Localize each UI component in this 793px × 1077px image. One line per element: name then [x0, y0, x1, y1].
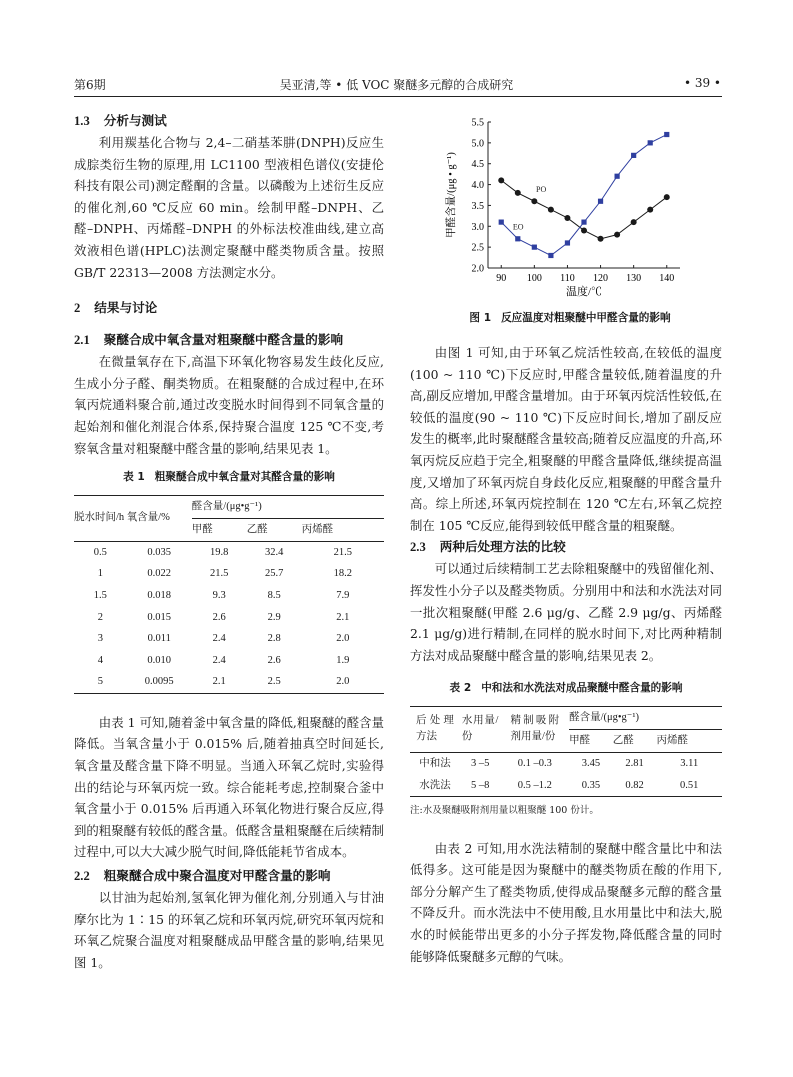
table-2 [410, 706, 722, 797]
header-rule [74, 96, 722, 97]
section-number: 2.2 [74, 869, 90, 884]
table-cell: 2.6 [212, 611, 226, 623]
data-point [647, 207, 653, 213]
series-label: EO [512, 222, 524, 232]
section-2-1-body: 在微量氧存在下,高温下环氧化物容易发生歧化反应,生成小分子醛、酮类物质。在粗聚醚的合成过程中,在环氧丙烷通料聚合前,通过改变脱水时间得到不同氧含量的起始剂和催化剂混合体系,保持聚合温度 125 ℃不变,考察氧含量对粗聚醚中醛含量的影响,结果见表 1。 [74, 354, 384, 456]
col-header-adsorbent: 精制吸附剂用量/份 [500, 706, 569, 752]
table-cell: 0.5 –1.2 [517, 779, 552, 791]
col-header-acrolein: 丙烯醛 [301, 523, 334, 535]
section-number: 1.3 [74, 114, 90, 128]
table-cell: 1.5 [93, 589, 107, 601]
series-line-eo [501, 135, 667, 256]
col-header-formaldehyde: 甲醛 [191, 523, 213, 535]
section-1-3-heading [74, 110, 384, 132]
x-axis-label: 温度/℃ [565, 286, 603, 298]
data-point [499, 220, 504, 225]
series-po [498, 177, 670, 241]
table-cell: 2.0 [336, 676, 350, 688]
x-tick-label: 110 [560, 273, 575, 284]
data-point [664, 194, 670, 200]
table-cell: 4 [97, 654, 103, 666]
table-row [74, 563, 384, 585]
section-title: 聚醚合成中氧含量对粗聚醚中醛含量的影响 [103, 332, 344, 348]
data-point [565, 240, 570, 245]
table-cell: 2.4 [212, 654, 226, 666]
table-row [410, 775, 722, 797]
section-title: 粗聚醚合成中聚合温度对甲醛含量的影响 [103, 868, 331, 884]
table-cell: 0.51 [680, 779, 699, 791]
table-row [74, 628, 384, 650]
running-title: 吴亚清,等 • 低 VOC 聚醚多元醇的合成研究 [279, 78, 514, 92]
table-cell: 3 –5 [470, 757, 490, 769]
table-cell: 2.5 [267, 676, 281, 688]
col-header-acetaldehyde: 乙醛 [612, 735, 634, 747]
section-title: 结果与讨论 [94, 300, 158, 316]
x-tick-label: 140 [659, 273, 675, 284]
table-cell: 0.35 [581, 779, 601, 791]
table-cell: 5 –8 [470, 779, 490, 791]
x-tick-label: 100 [526, 273, 542, 284]
table-2-caption [410, 678, 722, 700]
col-header-aldehyde-group: 醛含量/(μg•g⁻¹) [192, 495, 384, 518]
section-2-2-heading [74, 865, 384, 887]
table-cell: 0.035 [147, 546, 172, 558]
table-row [74, 671, 384, 693]
table-cell: 中和法 [419, 757, 451, 769]
table-cell: 32.4 [264, 546, 284, 558]
figure-1-discussion: 由图 1 可知,由于环氧乙烷活性较高,在较低的温度(100 ~ 110 ℃)下反应时,甲醛含量较低,随着温度的升高,副反应增加,甲醛含量增加。由于环氧丙烷活性较低,在较低的温度(90 ~ 110 ℃)下反应时间长,增加了副反应发生的概率,此时聚醚醛含量较高;随着反应温度的升高,环氧丙烷反应趋于完全,粗聚醚的甲醛含量降低,继续提高温度,又增加了环氧丙烷自身歧化反应,粗聚醚的甲醛含量升高。综上所述,环氧丙烷控制在 120 ℃左右,环氧乙烷控制在 105 ℃反应,能得到较低甲醛含量的粗聚醚。 [410, 345, 722, 533]
chart-series [498, 132, 670, 258]
col-header-water: 水用量/份 [460, 706, 501, 752]
table-cell: 0.82 [625, 779, 644, 791]
table-row [74, 650, 384, 672]
figure-1-caption [420, 310, 720, 325]
table-cell: 7.9 [336, 589, 350, 601]
col-header-acetaldehyde: 乙醛 [246, 523, 268, 535]
col-header-oxygen: 氧含量/% [127, 495, 192, 541]
left-column [74, 110, 384, 973]
table-cell: 2.81 [625, 757, 644, 769]
data-point [532, 245, 537, 250]
table-cell: 3 [97, 633, 103, 645]
table-row [74, 607, 384, 629]
table-cell: 9.3 [212, 589, 226, 601]
x-tick-label: 130 [626, 273, 642, 284]
data-point [548, 253, 553, 258]
table-cell: 0.010 [147, 654, 172, 666]
table-cell: 2.0 [336, 633, 350, 645]
data-point [581, 220, 586, 225]
table-cell: 0.018 [147, 589, 172, 601]
issue-number: 第6期 [74, 78, 106, 92]
section-number: 2.3 [410, 540, 426, 555]
data-point [564, 215, 570, 221]
figure-label: 图 1 [469, 312, 492, 324]
y-tick-label: 3.5 [471, 200, 484, 212]
data-point [515, 236, 520, 241]
right-column [410, 342, 722, 967]
section-1-3-body: 利用羰基化合物与 2,4–二硝基苯肼(DNPH)反应生成腙类衍生物的原理,用 LC1100 型液相色谱仪(安捷伦科技有限公司)测定醛酮的含量。以磷酸为上述衍生反应的催化剂,60 ℃反应 60 min。绘制甲醛–DNPH、乙醛–DNPH、丙烯醛–DNPH 的外标法校准曲线,建立高效液相色谱(HPLC)法测定聚醚中醛类物质含量。按照 GB/T 22313—2008 方法测定水分。 [74, 135, 384, 280]
section-number: 2 [74, 301, 81, 316]
table-cell: 2.4 [212, 633, 226, 645]
y-tick-label: 4.5 [471, 159, 484, 171]
y-tick-label: 2.5 [471, 242, 484, 254]
table-cell: 8.5 [267, 589, 281, 601]
col-header-aldehyde-group: 醛含量/(μg•g⁻¹) [569, 706, 722, 729]
section-title: 分析与测试 [103, 113, 167, 128]
table-row [74, 541, 384, 563]
series-label: PO [536, 185, 547, 195]
table-cell: 25.7 [264, 568, 284, 580]
x-tick-label: 90 [496, 273, 507, 284]
section-2-3-body: 可以通过后续精制工艺去除粗聚醚中的残留催化剂、挥发性小分子以及醛类物质。分别用中和法和水洗法对同一批次粗聚醚(甲醛 2.6 μg/g、乙醛 2.9 μg/g、丙烯醛 2.1 μg/g)进行精制,在同样的脱水时间下,对比两种精制方法对成品聚醚中醛含量的影响,结果见表 2。 [410, 561, 722, 663]
table-cell: 2 [97, 611, 103, 623]
table-cell: 0.015 [147, 611, 172, 623]
table-label: 表 2 [449, 682, 472, 695]
section-2-heading [74, 297, 384, 319]
data-point [614, 232, 620, 238]
table-cell: 0.1 –0.3 [517, 757, 552, 769]
table-1-discussion: 由表 1 可知,随着釜中氧含量的降低,粗聚醚的醛含量降低。当氧含量小于 0.015% 后,随着抽真空时间延长,氧含量及醛含量下降不明显。当通入环氧乙烷时,实验得出的结论与环氧丙烷一致。综合能耗考虑,控制聚合釜中氧含量小于 0.015% 后再通入环氧化物进行聚合反应,得到的粗聚醚有较低的醛含量。低醛含量粗聚醚在后续精制过程中,可以大大减少脱气时间,降低能耗节省成本。 [74, 714, 384, 860]
series-eo [499, 132, 670, 258]
col-header-method: 后处理方法 [410, 706, 460, 752]
y-tick-label: 5.5 [471, 117, 484, 129]
table-cell: 5 [97, 676, 103, 688]
table-label: 表 1 [123, 471, 145, 484]
section-2-3-heading [410, 536, 722, 558]
table-caption-text: 中和法和水洗法对成品聚醚中醛含量的影响 [481, 682, 683, 695]
y-tick-label: 4.0 [471, 180, 484, 192]
table-cell: 3.11 [680, 757, 699, 769]
table-2-note: 注:水及聚醚吸附剂用量以粗聚醚 100 份计。 [410, 805, 599, 817]
data-point [531, 198, 537, 204]
table-cell: 1.9 [336, 654, 350, 666]
table-1-caption [74, 467, 384, 489]
data-point [664, 132, 669, 137]
x-tick-label: 120 [593, 273, 609, 284]
col-header-formaldehyde: 甲醛 [569, 735, 591, 747]
table-cell: 19.8 [210, 546, 229, 558]
data-point [515, 190, 521, 196]
y-tick-label: 5.0 [471, 138, 484, 150]
table-cell: 水洗法 [419, 779, 451, 791]
section-2-2-body: 以甘油为起始剂,氢氧化钾为催化剂,分别通入与甘油摩尔比为 1∶15 的环氧乙烷和环氧丙烷,研究环氧丙烷和环氧乙烷聚合温度对粗聚醚成品甲醛含量的影响,结果见图 1。 [74, 890, 384, 970]
page-number: • 39 • [683, 76, 721, 90]
table-cell: 2.1 [336, 611, 350, 623]
table-cell: 0.0095 [144, 676, 174, 688]
table-cell: 0.011 [147, 633, 171, 645]
table-cell: 3.45 [581, 757, 601, 769]
table-cell: 0.022 [147, 568, 172, 580]
y-axis-label: 甲醛含量/(μg • g⁻¹) [446, 152, 457, 238]
section-number: 2.1 [74, 333, 90, 348]
data-point [631, 153, 636, 158]
data-point [581, 227, 587, 233]
table-1 [74, 495, 384, 694]
y-tick-label: 3.0 [471, 221, 484, 233]
table-cell: 21.5 [210, 568, 229, 580]
section-title: 两种后处理方法的比较 [439, 539, 566, 555]
table-cell: 2.6 [267, 654, 281, 666]
figure-1-chart [440, 108, 690, 298]
col-header-acrolein: 丙烯醛 [656, 735, 688, 747]
data-point [615, 174, 620, 179]
table-cell: 21.5 [333, 546, 352, 558]
table-cell: 18.2 [333, 568, 352, 580]
y-tick-label: 2.0 [471, 263, 484, 275]
figure-caption-text: 反应温度对粗聚醚中甲醛含量的影响 [501, 312, 671, 324]
data-point [598, 199, 603, 204]
table-1-body [74, 541, 384, 693]
table-row [74, 585, 384, 607]
table-cell: 2.1 [212, 676, 226, 688]
section-2-1-heading [74, 329, 384, 351]
data-point [548, 207, 554, 213]
data-point [598, 236, 604, 242]
table-cell: 2.9 [267, 611, 281, 623]
data-point [648, 140, 653, 145]
table-cell: 1 [97, 568, 103, 580]
table-cell: 0.5 [93, 546, 107, 558]
data-point [631, 219, 637, 225]
col-header-dehydration-time: 脱水时间/h [74, 495, 127, 541]
data-point [498, 177, 504, 183]
table-2-body [410, 752, 722, 796]
table-2-discussion: 由表 2 可知,用水洗法精制的聚醚中醛含量比中和法低得多。这可能是因为聚醚中的醚类物质在酸的作用下,部分分解产生了醛类物质,使得成品聚醚多元醇的醛含量不降反升。而水洗法中不使用酸,且水用量比中和法大,脱水的时候能带出更多的小分子挥发物,降低醛含量的同时能够降低聚醚多元醇的气味。 [410, 840, 722, 964]
table-cell: 2.8 [267, 633, 281, 645]
table-caption-text: 粗聚醚合成中氧含量对其醛含量的影响 [154, 471, 335, 484]
table-row [410, 752, 722, 774]
